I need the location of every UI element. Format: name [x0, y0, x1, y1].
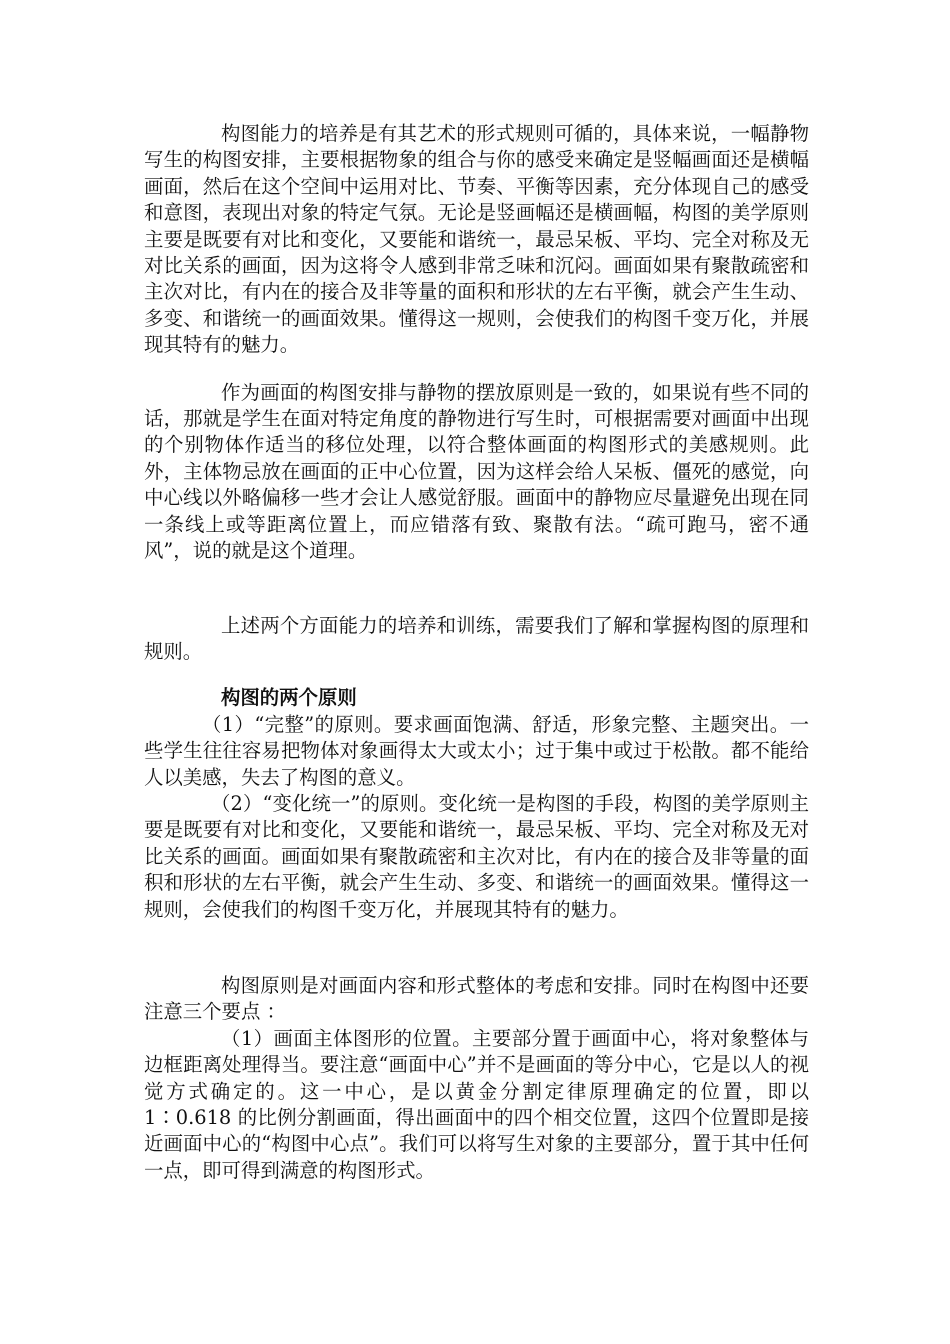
paragraph-composition-ability: 构图能力的培养是有其艺术的形式规则可循的，具体来说，一幅静物写生的构图安排，主要根据物象的组合与你的感受来确定是竖幅画面还是横幅画面，然后在这个空间中运用对比、节奏、平衡等因素，充分体现自己的感受和意图，表现出对象的特定气氛。无论是竖画幅还是横画幅，构图的美学原则主要是既要有对比和变化，又要能和谐统一，最忌呆板、平均、完全对称及无对比关系的画面，因为这将令人感到非常乏味和沉闷。画面如果有聚散疏密和主次对比，有内在的接合及非等量的面积和形状的左右平衡，就会产生生动、多变、和谐统一的画面效果。懂得这一规则，会使我们的构图千变万化，并展现其特有的魅力。 — [144, 122, 809, 357]
section-heading: 构图的两个原则 — [221, 686, 357, 710]
point-main-subject-position: （1）画面主体图形的位置。主要部分置于画面中心，将对象整体与边框距离处理得当。要注意“画面中心”并不是画面的等分中心，它是以人的视觉方式确定的。这一中心，是以黄金分割定律原理确定的位置，即以 1∶0.618 的比例分割画面，得出画面中的四个相交位置，这四个位置即是接近画面中心的“构图中心点”。我们可以将写生对象的主要部分，置于其中任何一点，即可得到满意的构图形式。 — [144, 1026, 809, 1182]
spacer — [144, 359, 809, 380]
paragraph-three-points-intro: 构图原则是对画面内容和形式整体的考虑和安排。同时在构图中还要注意三个要点 ： — [144, 973, 809, 1024]
document-page — [144, 121, 809, 1184]
spacer — [144, 565, 809, 613]
spacer — [144, 923, 809, 973]
paragraph-training-summary: 上述两个方面能力的培养和训练，需要我们了解和掌握构图的原理和规则。 — [144, 613, 809, 663]
principle-complete: （1）“完整”的原则。要求画面饱满、舒适，形象完整、主题突出。一些学生往往容易把物体对象画得太大或太小；过于集中或过于松散。都不能给人以美感，失去了构图的意义。 — [144, 712, 809, 789]
paragraph-arrangement-principle: 作为画面的构图安排与静物的摆放原则是一致的，如果说有些不同的话，那就是学生在面对特定角度的静物进行写生时，可根据需要对画面中出现的个别物体作适当的移位处理，以符合整体画面的构图形式的美感规则。此外，主体物忌放在画面的正中心位置，因为这样会给人呆板、僵死的感觉，向中心线以外略偏移一些才会让人感觉舒服。画面中的静物应尽量避免出现在同一条线上或等距离位置上，而应错落有致、聚散有法。“疏可跑马，密不通风”，说的就是这个道理。 — [144, 380, 809, 563]
principle-variation-unity: （2）“变化统一”的原则。变化统一是构图的手段，构图的美学原则主要是既要有对比和变化，又要能和谐统一，最忌呆板、平均、完全对称及无对比关系的画面。画面如果有聚散疏密和主次对比，有内在的接合及非等量的面积和形状的左右平衡，就会产生生动、多变、和谐统一的画面效果。懂得这一规则，会使我们的构图千变万化，并展现其特有的魅力。 — [144, 791, 809, 921]
spacer — [144, 665, 809, 685]
